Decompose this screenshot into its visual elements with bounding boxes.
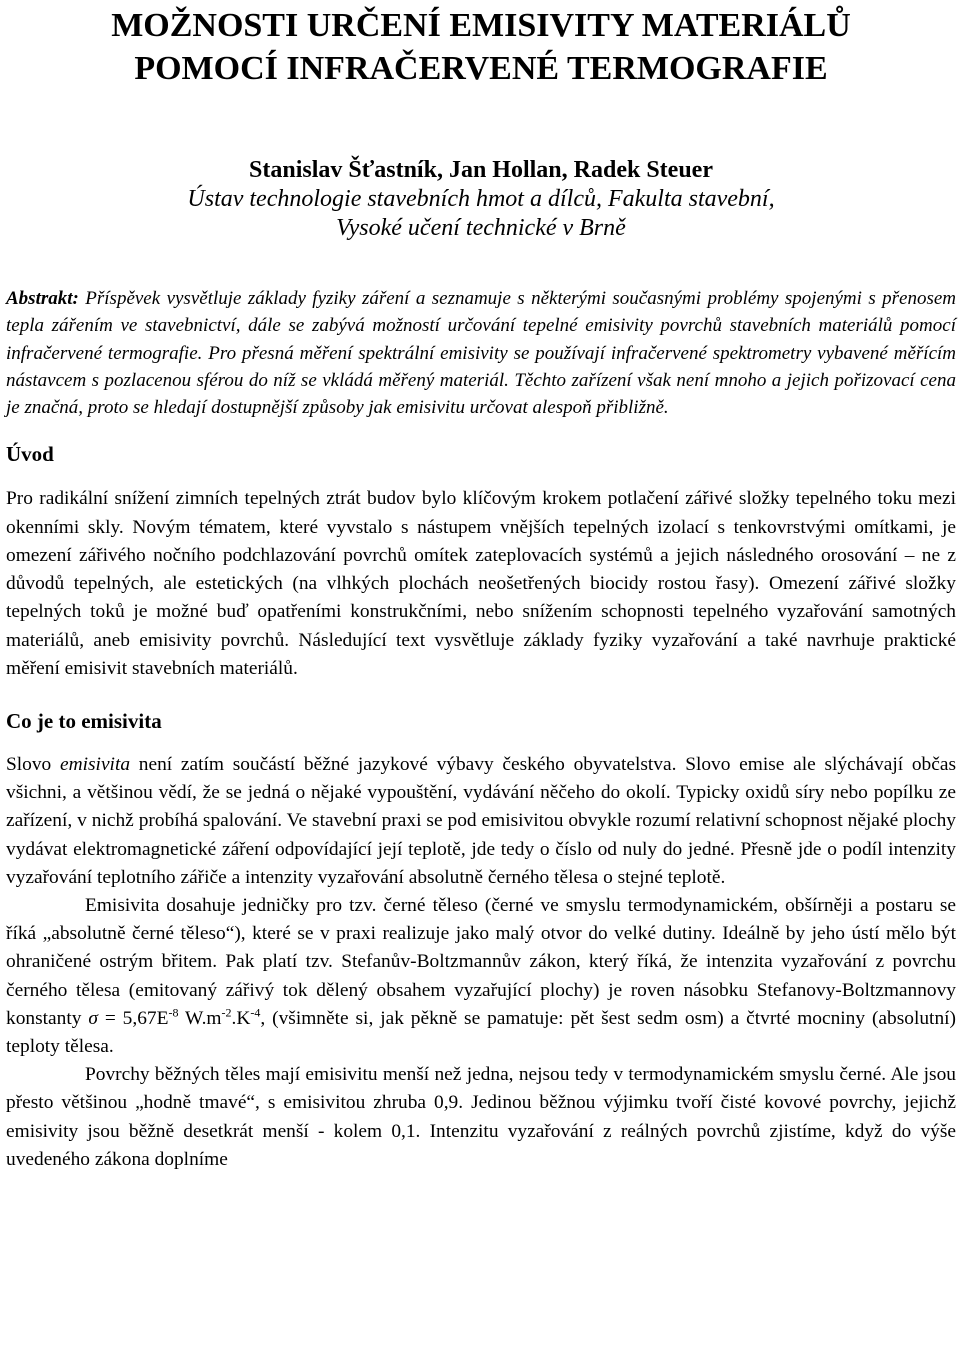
abstract: [6, 285, 956, 421]
uvod-paragraph: Pro radikální snížení zimních tepelných ztrát budov bylo klíčovým krokem potlačení zářivé složky tepelného toku mezi okenními skly. Novým tématem, které vyvstalo s nástupem vnějších tepelných izolací s tenkovrstvými omítkami, je omezení zářivého nočního podchlazování povrchů omítek zateplovacích systémů a jejich následného orosování – ne z důvodů tepelných, ale estetických (na vlhkých plochách neošetřených biocidy rostou řasy). Omezení zářivé složky tepelných toků je možné buď opatřeními konstrukčními, nebo snížením schopnosti tepelného vyzařování samotných materiálů, aneb emisivity povrchů. Následující text vysvětluje základy fyziky vyzařování a také navrhuje praktické měření emisivit stavebních materiálů.: [6, 488, 956, 679]
exp-3: -4: [250, 1005, 261, 1020]
author-names: Stanislav Šťastník, Jan Hollan, Radek Steuer: [249, 157, 713, 183]
exp-1: -8: [168, 1005, 179, 1020]
affiliation-line-1: Ústav technologie stavebních hmot a dílců, Fakulta stavební,: [187, 186, 775, 212]
author-block: [6, 156, 956, 243]
paper-title: [6, 4, 956, 90]
p1-term: emisivita: [60, 753, 131, 775]
p2-equals: = 5,67E: [104, 1007, 169, 1029]
p2-after: , (všimněte si, jak pěkně se pamatuje: pět šest sedm osm) a čtvrté mocniny (absolutní) teploty tělesa.: [6, 1007, 956, 1057]
section-heading-uvod: Úvod: [6, 442, 54, 467]
p1-rest: není zatím součástí běžné jazykové výbavy českého obyvatelstva. Slovo emise ale slýchávají občas všichni, a většinou vědí, že se jedná o nějaké vypouštění, vydávání něčeho do okolí. Typicky oxidů síry nebo popílku ze zařízení, v nichž probíhá spalování. Ve stavební praxi se pod emisivitou obvykle rozumí relativní schopnost nějaké plochy vydávat elektromagnetické záření odpovídající její teplotě, jde tedy o číslo od nuly do jedné. Přesně jde o podíl intenzity vyzařování teplotního zářiče a intenzity vyzařování absolutně černého tělesa o stejné teplotě.: [6, 753, 956, 888]
unit-2: .K: [231, 1007, 251, 1029]
sigma-symbol: σ: [88, 1007, 98, 1029]
title-line-1: MOŽNOSTI URČENÍ EMISIVITY MATERIÁLŮ: [111, 7, 851, 44]
emisivita-paragraph-2: [6, 892, 956, 1061]
emisivita-paragraph-3: Povrchy běžných těles mají emisivitu menší než jedna, nejsou tedy v termodynamickém smyslu černé. Ale jsou přesto většinou „hodně tmavé“, s emisivitou zhruba 0,9. Jedinou běžnou výjimku tvoří čisté kovové povrchy, jejichž emisivity jsou běžně desetkrát menší - kolem 0,1. Intenzitu vyzařování z reálných povrchů zjistíme, když do výše uvedeného zákona doplníme: [6, 1064, 956, 1170]
exp-2: -2: [221, 1005, 232, 1020]
abstract-text: Příspěvek vysvětluje základy fyziky záření a seznamuje s některými současnými problémy spojenými s přenosem tepla zářením ve stavebnictví, dále se zabývá možností určování tepelné emisivity povrchů stavebních materiálů pomocí infračervené termografie. Pro přesná měření spektrální emisivity se používají infračervené spektrometry vybavené měřícím nástavcem s pozlacenou sférou do níž se vkládá měřený materiál. Těchto zařízení však není mnoho a jejich pořizovací cena je značná, proto se hledají dostupnější způsoby jak emisivitu určovat alespoň přibližně.: [6, 288, 956, 419]
title-line-2: POMOCÍ INFRAČERVENÉ TERMOGRAFIE: [134, 50, 828, 87]
unit-1: W.m: [185, 1007, 222, 1029]
p1-lead: Slovo: [6, 753, 52, 775]
emisivita-paragraph-1: [6, 751, 956, 892]
p2-before: Emisivita dosahuje jedničky pro tzv. černé těleso (černé ve smyslu termodynamickém, obšírněji a postaru se říká „absolutně černé těleso“), které se v praxi realizuje jako malý otvor do velké dutiny. Ideálně by jeho ústí mělo být ohraničené ostrým břitem. Pak platí tzv. Stefanův-Boltzmannův zákon, který říká, že intenzita vyzařování z povrchu černého tělesa (emitovaný zářivý tok dělený obsahem vyzařující plochy) je roven násobku Stefanovy-Boltzmannovy konstanty: [6, 894, 956, 1029]
section-heading-emisivita: Co je to emisivita: [6, 708, 162, 733]
abstract-label: Abstrakt:: [6, 288, 79, 309]
paper-page: [6, 0, 956, 1174]
affiliation-line-2: Vysoké učení technické v Brně: [336, 215, 626, 241]
